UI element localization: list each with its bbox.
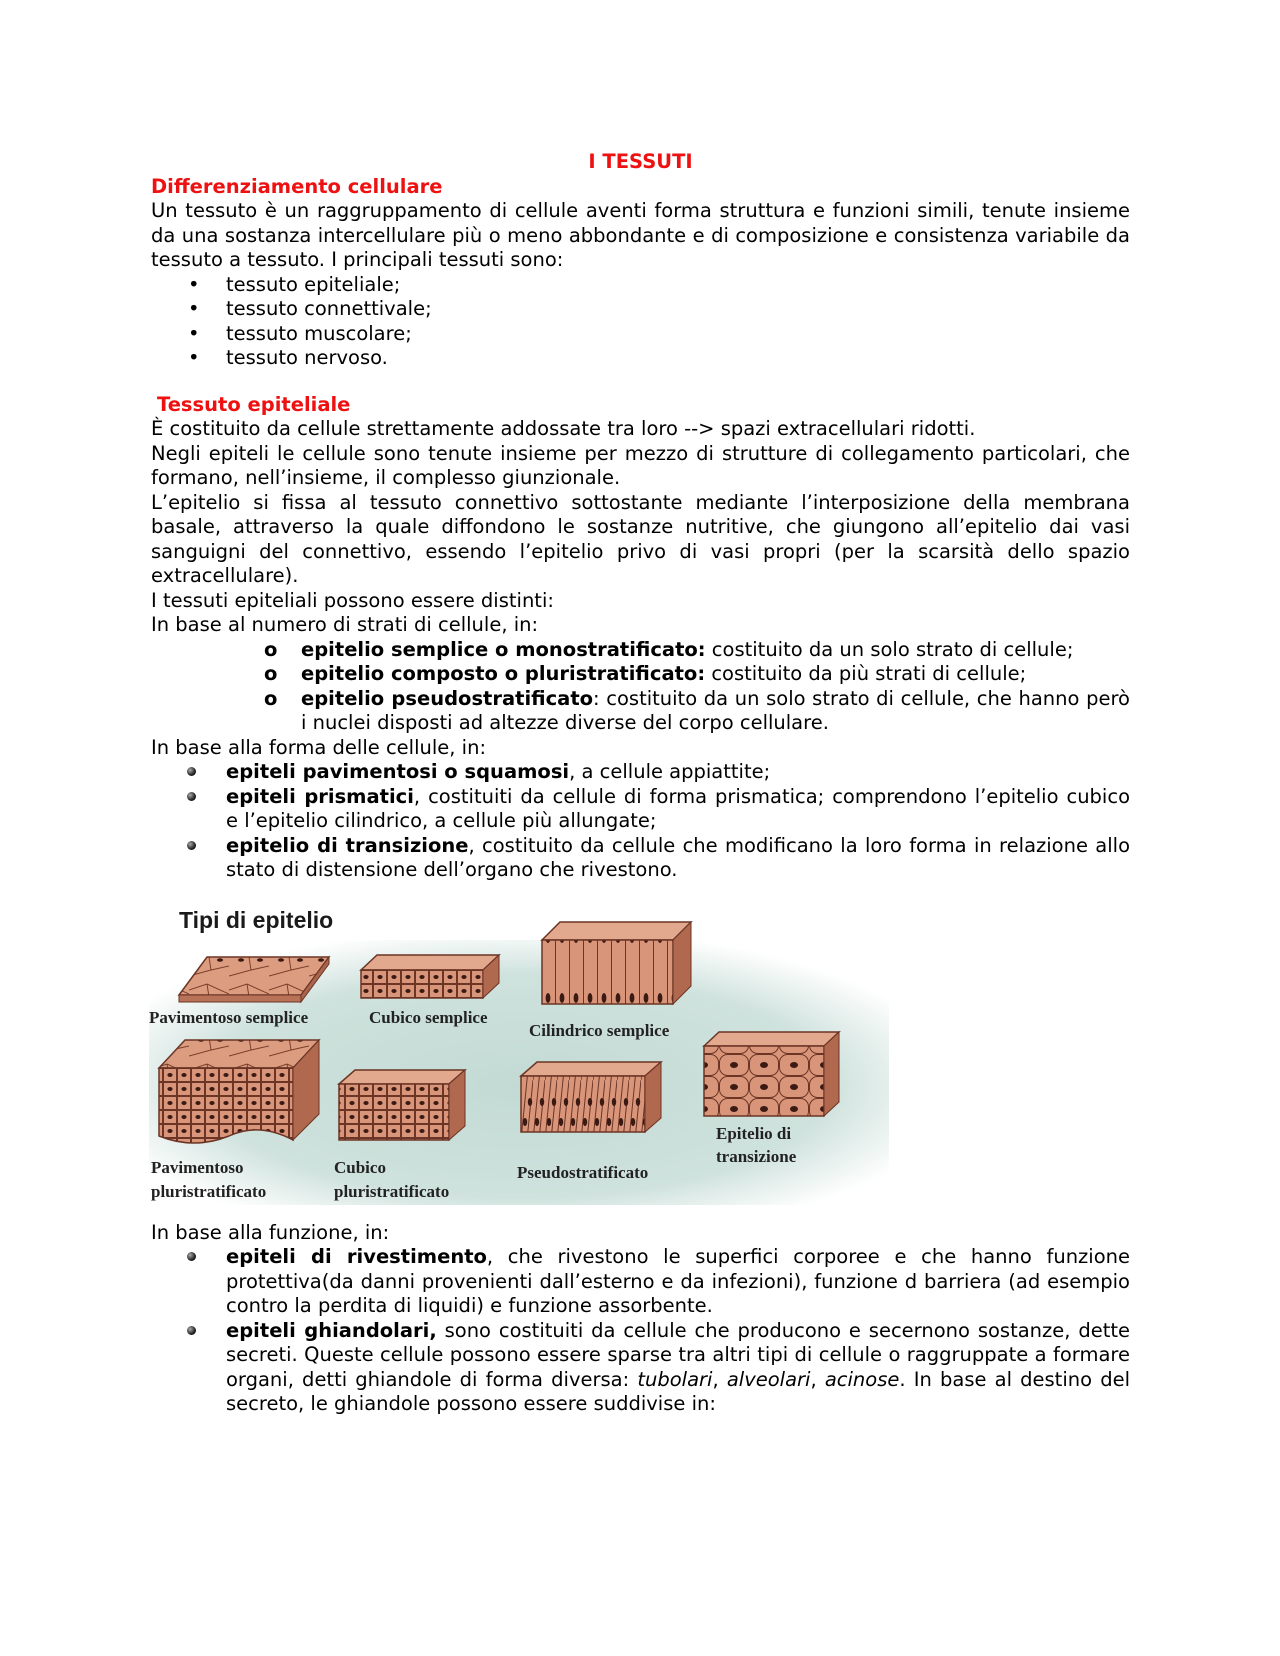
label-cubico-pluri-1: Cubico	[334, 1157, 386, 1177]
list-item	[151, 638, 1130, 663]
paragraph: Negli epiteli le cellule sono tenute insieme per mezzo di strutture di collegamento particolari, che formano, nell’insieme, il complesso giunzionale.	[151, 441, 1130, 489]
cubico-pluristratificato-illustration	[339, 1070, 465, 1140]
list-term: epitelio pseudostratificato	[301, 686, 594, 710]
bullet-icon	[187, 767, 196, 776]
list-text: costituito da più strati di cellule;	[705, 662, 1027, 685]
paragraph: I tessuti epiteliali possono essere distinti:	[151, 588, 554, 612]
label-pavimentoso-pluri-2: pluristratificato	[151, 1181, 267, 1201]
label-transizione-2: transizione	[716, 1146, 797, 1166]
bullet-icon	[187, 841, 196, 850]
tissue-list	[151, 273, 1130, 371]
forma-list	[151, 760, 1130, 883]
bullet-icon	[187, 1252, 196, 1261]
pavimentoso-pluristratificato-illustration	[159, 1040, 319, 1143]
paragraph: L’epitelio si fissa al tessuto connettivo sottostante mediante l’interposizione della membrana basale, attraverso la quale diffondono le sostanze nutritive, che giungono all’epitelio dai vasi sanguigni del connettivo, essendo l’epitelio privo di vasi propri (per la scarsità dello spazio extracellulare).	[151, 490, 1130, 587]
epitelio-transizione-illustration	[704, 1032, 839, 1116]
list-term: epitelio composto o pluristratificato:	[301, 662, 706, 685]
italic-term: alveolari	[726, 1367, 811, 1391]
list-term: epiteli prismatici	[226, 784, 414, 808]
list-text: , costituiti da cellule di forma prismatica; comprendono l’epitelio cubico e l’epitelio cilindrico, a cellule più allungate;	[226, 784, 1131, 832]
label-cilindrico-semplice: Cilindrico semplice	[529, 1020, 670, 1040]
epithelium-types-figure	[149, 900, 889, 1205]
label-pseudostratificato: Pseudostratificato	[517, 1162, 649, 1182]
label-transizione-1: Epitelio di	[716, 1123, 792, 1143]
cubico-semplice-illustration	[361, 955, 499, 998]
bullet-icon	[187, 792, 196, 801]
list-text: , costituito da cellule che modificano la loro forma in relazione allo stato di distensione dell’organo che rivestono.	[226, 833, 1131, 881]
list-term: epitelio semplice o monostratificato:	[301, 637, 706, 661]
label-pavimentoso-semplice: Pavimentoso semplice	[149, 1007, 309, 1027]
page-title: I TESSUTI	[588, 150, 693, 173]
separator: ,	[810, 1367, 825, 1391]
list-item: • tessuto nervoso.	[151, 346, 1130, 371]
italic-term: tubolari	[637, 1367, 713, 1391]
paragraph: In base al numero di strati di cellule, in:	[151, 613, 539, 636]
paragraph: In base alla forma delle cellule, in:	[151, 735, 487, 759]
list-item	[151, 687, 1130, 736]
bullet-icon	[187, 1326, 196, 1335]
funzione-list	[151, 1245, 1130, 1417]
label-pavimentoso-pluri-1: Pavimentoso	[151, 1157, 244, 1177]
epithelium-illustration	[149, 900, 889, 1205]
list-item: • tessuto muscolare;	[151, 322, 1130, 347]
list-text: costituito da un solo strato di cellule;	[705, 637, 1074, 661]
list-term: epiteli pavimentosi o squamosi	[226, 760, 570, 783]
list-text: . In base al destino del secreto, le ghiandole possono essere suddivise in:	[226, 1367, 1130, 1415]
label-cubico-pluri-2: pluristratificato	[334, 1181, 450, 1201]
list-item	[151, 1245, 1130, 1319]
paragraph: Un tessuto è un raggruppamento di cellule aventi forma struttura e funzioni simili, tenute insieme da una sostanza intercellulare più o meno abbondante e di composizione e consistenza variabile da tessuto a tessuto. I principali tessuti sono:	[151, 199, 1130, 271]
cilindrico-semplice-illustration	[542, 922, 691, 1004]
list-text: , che rivestono le superfici corporee e che hanno funzione protettiva(da danni provenienti dall’esterno e da infezioni), funzione d barriera (ad esempio contro la perdita di liquidi) e funzione assorbente.	[226, 1245, 1130, 1317]
pavimentoso-semplice-illustration	[179, 957, 329, 1002]
list-item: • tessuto epiteliale;	[151, 273, 1130, 298]
label-cubico-semplice: Cubico semplice	[369, 1007, 488, 1027]
paragraph: È costituito da cellule strettamente addossate tra loro --> spazi extracellulari ridotti.	[151, 417, 976, 440]
italic-term: acinose	[824, 1367, 900, 1391]
list-item	[151, 785, 1130, 834]
document-page	[151, 150, 1130, 1417]
list-item	[151, 760, 1130, 785]
list-term: epiteli di rivestimento	[226, 1245, 487, 1268]
paragraph: In base alla funzione, in:	[151, 1220, 390, 1244]
list-text: : costituito da un solo strato di cellule, che hanno però i nuclei disposti ad altezze diverse del corpo cellulare.	[301, 686, 1130, 734]
list-term: epitelio di transizione	[226, 833, 469, 857]
section-heading-tessuto-epiteliale: Tessuto epiteliale	[157, 392, 351, 416]
section-heading-differenziamento: Differenziamento cellulare	[151, 174, 443, 198]
list-text: sono costituiti da cellule che producono e secernono sostanze, dette secreti. Queste cellule possono essere sparse tra altri tipi di cellule o raggruppate a formare organi, detti ghiandole di forma diversa:	[226, 1318, 1130, 1391]
list-term: epiteli ghiandolari,	[226, 1318, 437, 1342]
list-item	[151, 834, 1130, 883]
list-item: • tessuto connettivale;	[151, 297, 1130, 322]
list-item	[151, 662, 1130, 687]
list-text: , a cellule appiattite;	[569, 760, 771, 783]
list-item	[151, 1319, 1130, 1417]
figure-title: Tipi di epitelio	[179, 906, 334, 933]
strati-list	[151, 638, 1130, 736]
pseudostratificato-illustration	[521, 1062, 661, 1132]
separator: ,	[712, 1367, 727, 1391]
